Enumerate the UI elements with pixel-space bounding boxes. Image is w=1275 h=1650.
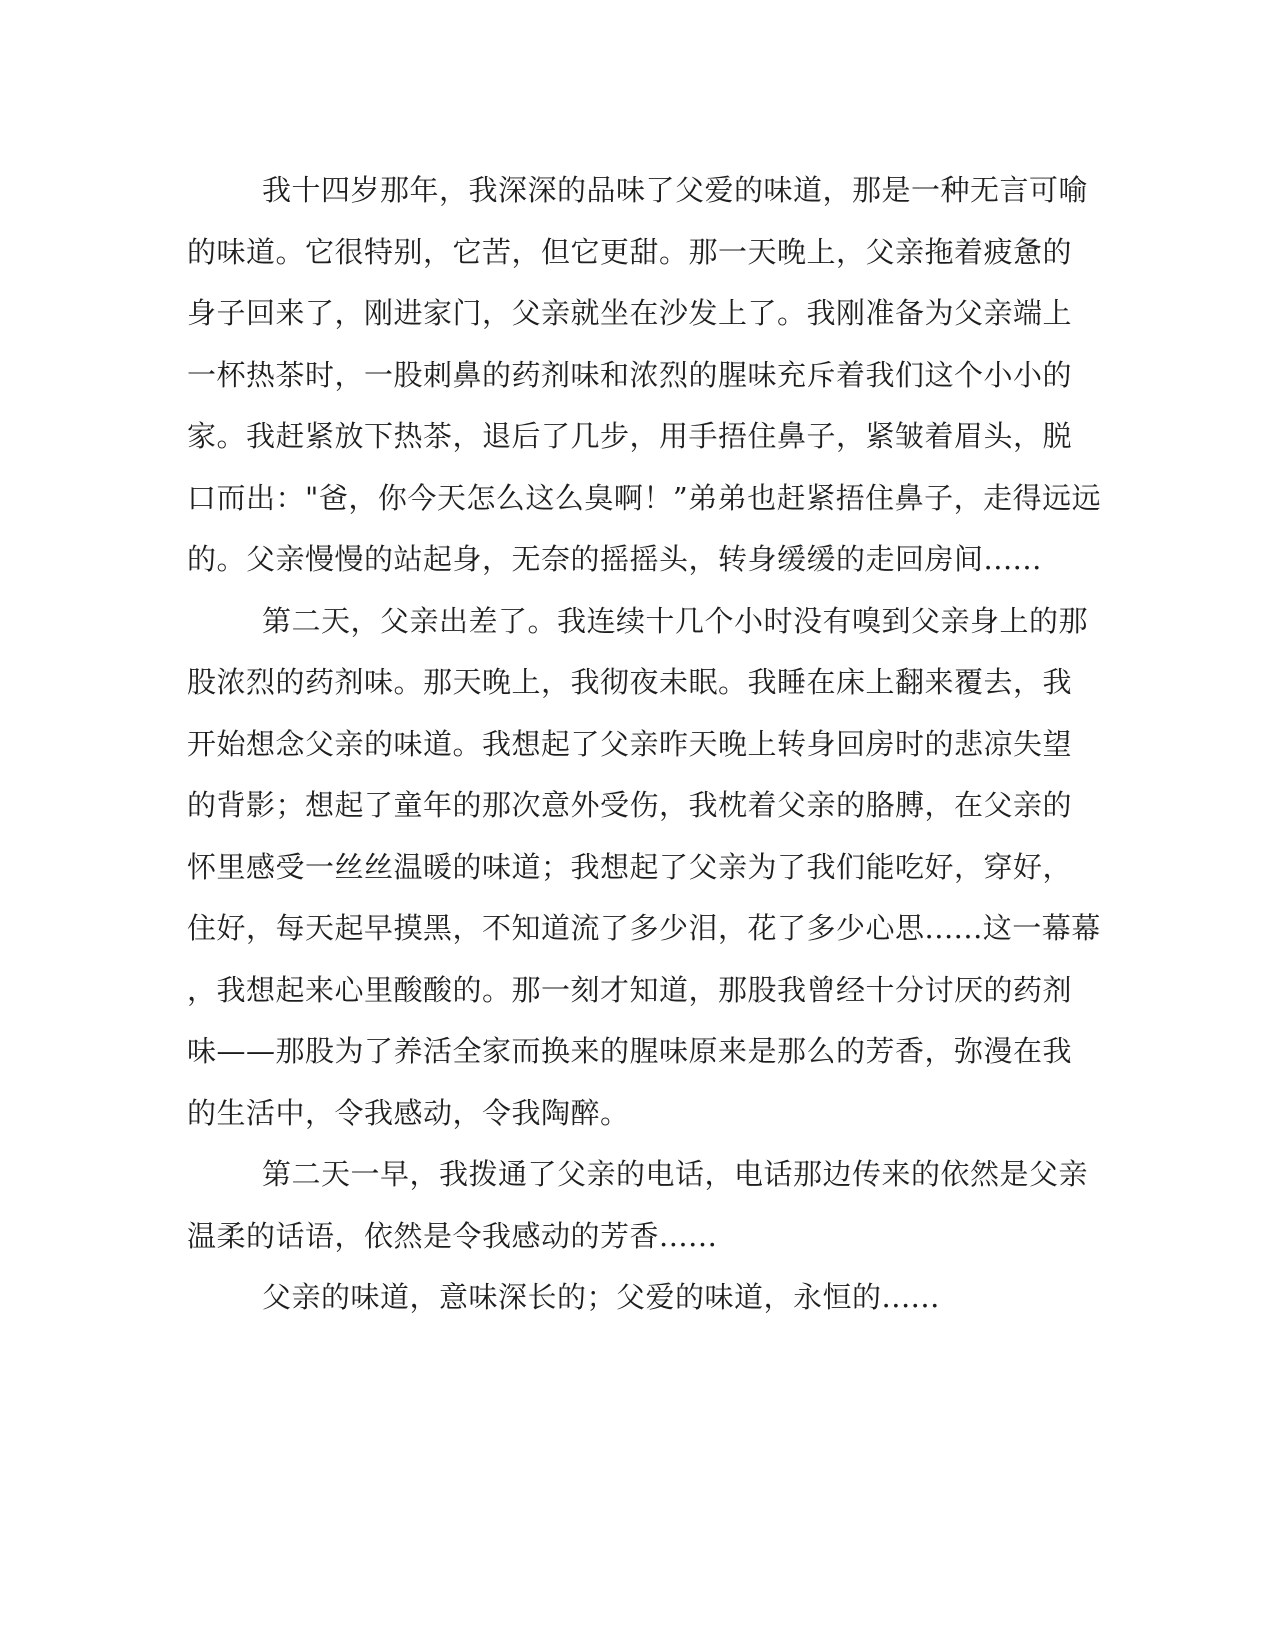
text-line: 身子回来了，刚进家门，父亲就坐在沙发上了。我刚准备为父亲端上 (187, 296, 1073, 330)
text-line: 家。我赶紧放下热茶，退后了几步，用手捂住鼻子，紧皱着眉头，脱 (187, 419, 1073, 453)
text-line: 的背影；想起了童年的那次意外受伤，我枕着父亲的胳膊，在父亲的 (187, 788, 1073, 822)
paragraph (187, 591, 1101, 1145)
text-line: 一杯热茶时，一股刺鼻的药剂味和浓烈的腥味充斥着我们这个小小的 (187, 357, 1073, 392)
text-line: 味——那股为了养活全家而换来的腥味原来是那么的芳香，弥漫在我 (187, 1034, 1073, 1068)
text-line: 股浓烈的药剂味。那天晚上，我彻夜未眠。我睡在床上翻来覆去，我 (187, 665, 1073, 699)
text-line: 的。父亲慢慢的站起身，无奈的摇摇头，转身缓缓的走回房间...... (187, 542, 1042, 576)
text-line: 第二天，父亲出差了。我连续十几个小时没有嗅到父亲身上的那 (262, 603, 1089, 638)
text-line: ，我想起来心里酸酸的。那一刻才知道，那股我曾经十分讨厌的药剂 (187, 972, 1073, 1007)
text-line: 温柔的话语，依然是令我感动的芳香...... (187, 1218, 718, 1253)
text-line: 第二天一早，我拨通了父亲的电话，电话那边传来的依然是父亲 (262, 1157, 1089, 1191)
text-line: 我十四岁那年，我深深的品味了父爱的味道，那是一种无言可喻 (262, 173, 1089, 207)
paragraph (187, 160, 1102, 591)
text-line: 开始想念父亲的味道。我想起了父亲昨天晚上转身回房时的悲凉失望 (187, 726, 1073, 761)
essay-body (187, 160, 1102, 1329)
paragraph (187, 1144, 1087, 1267)
text-line: 口而出："爸，你今天怎么这么臭啊！”弟弟也赶紧捂住鼻子，走得远远 (187, 480, 1102, 515)
text-line: 的生活中，令我感动，令我陶醉。 (187, 1095, 630, 1130)
text-line: 怀里感受一丝丝温暖的味道；我想起了父亲为了我们能吃好，穿好， (187, 849, 1073, 884)
text-line: 的味道。它很特别，它苦，但它更甜。那一天晚上，父亲拖着疲惫的 (187, 234, 1073, 269)
text-line: 父亲的味道，意味深长的；父爱的味道，永恒的...... (262, 1280, 940, 1314)
paragraph (187, 1267, 1087, 1329)
text-line: 住好，每天起早摸黑，不知道流了多少泪，花了多少心思......这一幕幕 (187, 911, 1101, 945)
